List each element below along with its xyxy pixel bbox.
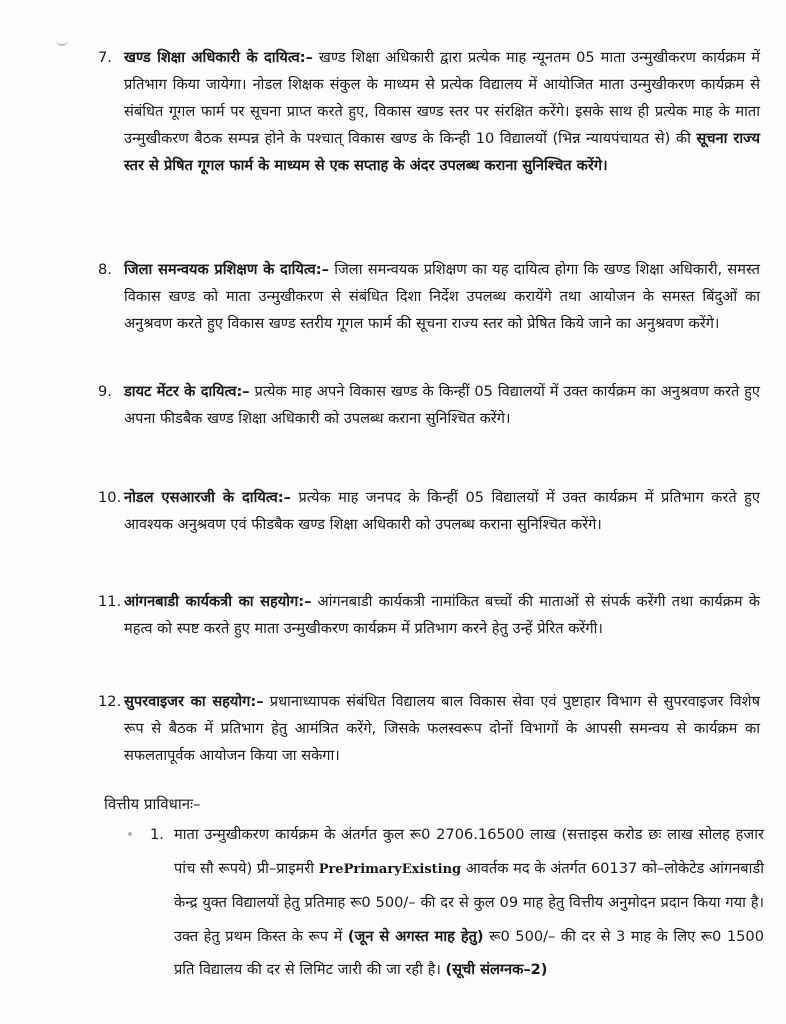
item-latin-text: PrePrimaryExisting <box>318 861 462 877</box>
item-text: जिला समन्वयक प्रशिक्षण का यह दायित्व होगा कि खण्ड शिक्षा अधिकारी, समस्त विकास खण्ड को माता उन्मुखीकरण से संबंधित दिशा निर्देश उपलब्ध करायेंगे तथा आयोजन के समस्त बिंदुओं का अनुश्रवण करते हुए विकास खण्ड स्तरीय गूगल फार्म की सूचना राज्य स्तर को प्रेषित किये जाने का अनुश्रवण करेंगे। <box>124 261 760 332</box>
item-heading: डायट मेंटर के दायित्व:– <box>124 383 250 400</box>
item-text: खण्ड शिक्षा अधिकारी द्वारा प्रत्येक माह न्यूनतम 05 माता उन्मुखीकरण कार्यक्रम में प्रतिभाग किया जायेगा। नोडल शिक्षक संकुल के माध्यम से प्रत्येक विद्यालय में आयोजित माता उन्मुखीकरण कार्यक्रम से संबंधित गूगल फार्म पर सूचना प्राप्त करते हुए, विकास खण्ड स्तर पर संरक्षित करेंगे। इसके साथ ही प्रत्येक माह के माता उन्मुखीकरण बैठक सम्पन्न होने के पश्चात् विकास खण्ड के किन्ही 10 विद्यालयों (भिन्न न्यायपंचायत से) की <box>124 49 760 147</box>
item-number: 10. <box>98 489 122 506</box>
list-item-12 <box>98 688 761 769</box>
list-item-8 <box>98 256 760 337</box>
list-item-9 <box>98 378 761 432</box>
item-heading: जिला समन्वयक प्रशिक्षण के दायित्व:– <box>124 261 329 278</box>
item-text: रू0 500/– की दर से 3 माह के लिए रू0 1500 प्रति विद्यालय की दर से लिमिट जारी की जा रही है। <box>174 927 764 978</box>
item-heading: आंगनबाडी कार्यकत्री का सहयोग:– <box>124 593 312 610</box>
item-number: 8. <box>98 261 112 278</box>
item-text: प्रधानाध्यापक संबंधित विद्यालय बाल विकास सेवा एवं पुष्टाहार विभाग से सुपरवाइजर विशेष रूप से बैठक में प्रतिभाग हेतु आमंत्रित करेंगे, जिसके फलस्वरूप दोनों विभागों के आपसी समन्वय से कार्यक्रम का सफलतापूर्वक आयोजन किया जा सकेगा। <box>124 693 761 764</box>
item-number: 7. <box>98 49 112 66</box>
scan-speck <box>128 832 132 836</box>
item-text: आंगनबाडी कार्यकत्री नामांकित बच्चों की माताओं से संपर्क करेंगी तथा कार्यक्रम के महत्व को स्पष्ट करते हुए माता उन्मुखीकरण कार्यक्रम में प्रतिभाग करने हेतु उन्हें प्रेरित करेंगी। <box>124 593 760 637</box>
list-item-11 <box>98 588 760 642</box>
item-text: माता उन्मुखीकरण कार्यक्रम के अंतर्गत कुल रू0 2706.16500 लाख (सत्ताइस करोड छः लाख सोलह हजार पांच सौ रूपये) प्री–प्राइमरी <box>174 826 764 877</box>
item-bold-text: सूचना राज्य स्तर से प्रेषित गूगल फार्म के माध्यम से एक सप्ताह के अंदर उपलब्ध कराना सुनिश्चित करेंगे। <box>124 130 760 174</box>
list-item-10 <box>98 484 760 538</box>
item-heading: नोडल एसआरजी के दायित्व:– <box>124 489 291 506</box>
item-text: प्रत्येक माह जनपद के किन्हीं 05 विद्यालयों में उक्त कार्यक्रम में प्रतिभाग करते हुए आवश्यक अनुश्रवण एवं फीडबैक खण्ड शिक्षा अधिकारी को उपलब्ध कराना सुनिश्चित करेंगे। <box>124 489 760 533</box>
scan-mark <box>56 36 68 46</box>
list-item-7 <box>98 44 760 179</box>
item-text: प्रत्येक माह अपने विकास खण्ड के किन्हीं 05 विद्यालयों में उक्त कार्यक्रम का अनुश्रवण करते हुए अपना फीडबैक खण्ड शिक्षा अधिकारी को उपलब्ध कराना सुनिश्चित करेंगे। <box>124 383 761 427</box>
item-text: आवर्तक मद के अंतर्गत 60137 को–लोकेटेड आंगनबाडी केन्द्र युक्त विद्यालयों हेतु प्रतिमाह रू0 500/– की दर से कुल 09 माह हेतु वित्तीय अनुमोदन प्रदान किया गया है। उक्त हेतु प्रथम किस्त के रूप में <box>174 859 764 945</box>
item-number: 1. <box>150 826 164 843</box>
financial-item-1 <box>150 818 764 987</box>
financial-provisions-title: वित्तीय प्राविधानः– <box>104 795 201 813</box>
item-number: 11. <box>98 593 122 610</box>
item-number: 9. <box>98 383 112 400</box>
item-heading: खण्ड शिक्षा अधिकारी के दायित्व:– <box>124 49 313 66</box>
item-bold-text: (जून से अगस्त माह हेतु) <box>347 927 484 945</box>
item-heading: सुपरवाइजर का सहयोग:– <box>124 693 264 710</box>
item-bold-text: (सूची संलग्नक–2) <box>445 961 548 978</box>
item-number: 12. <box>98 693 122 710</box>
